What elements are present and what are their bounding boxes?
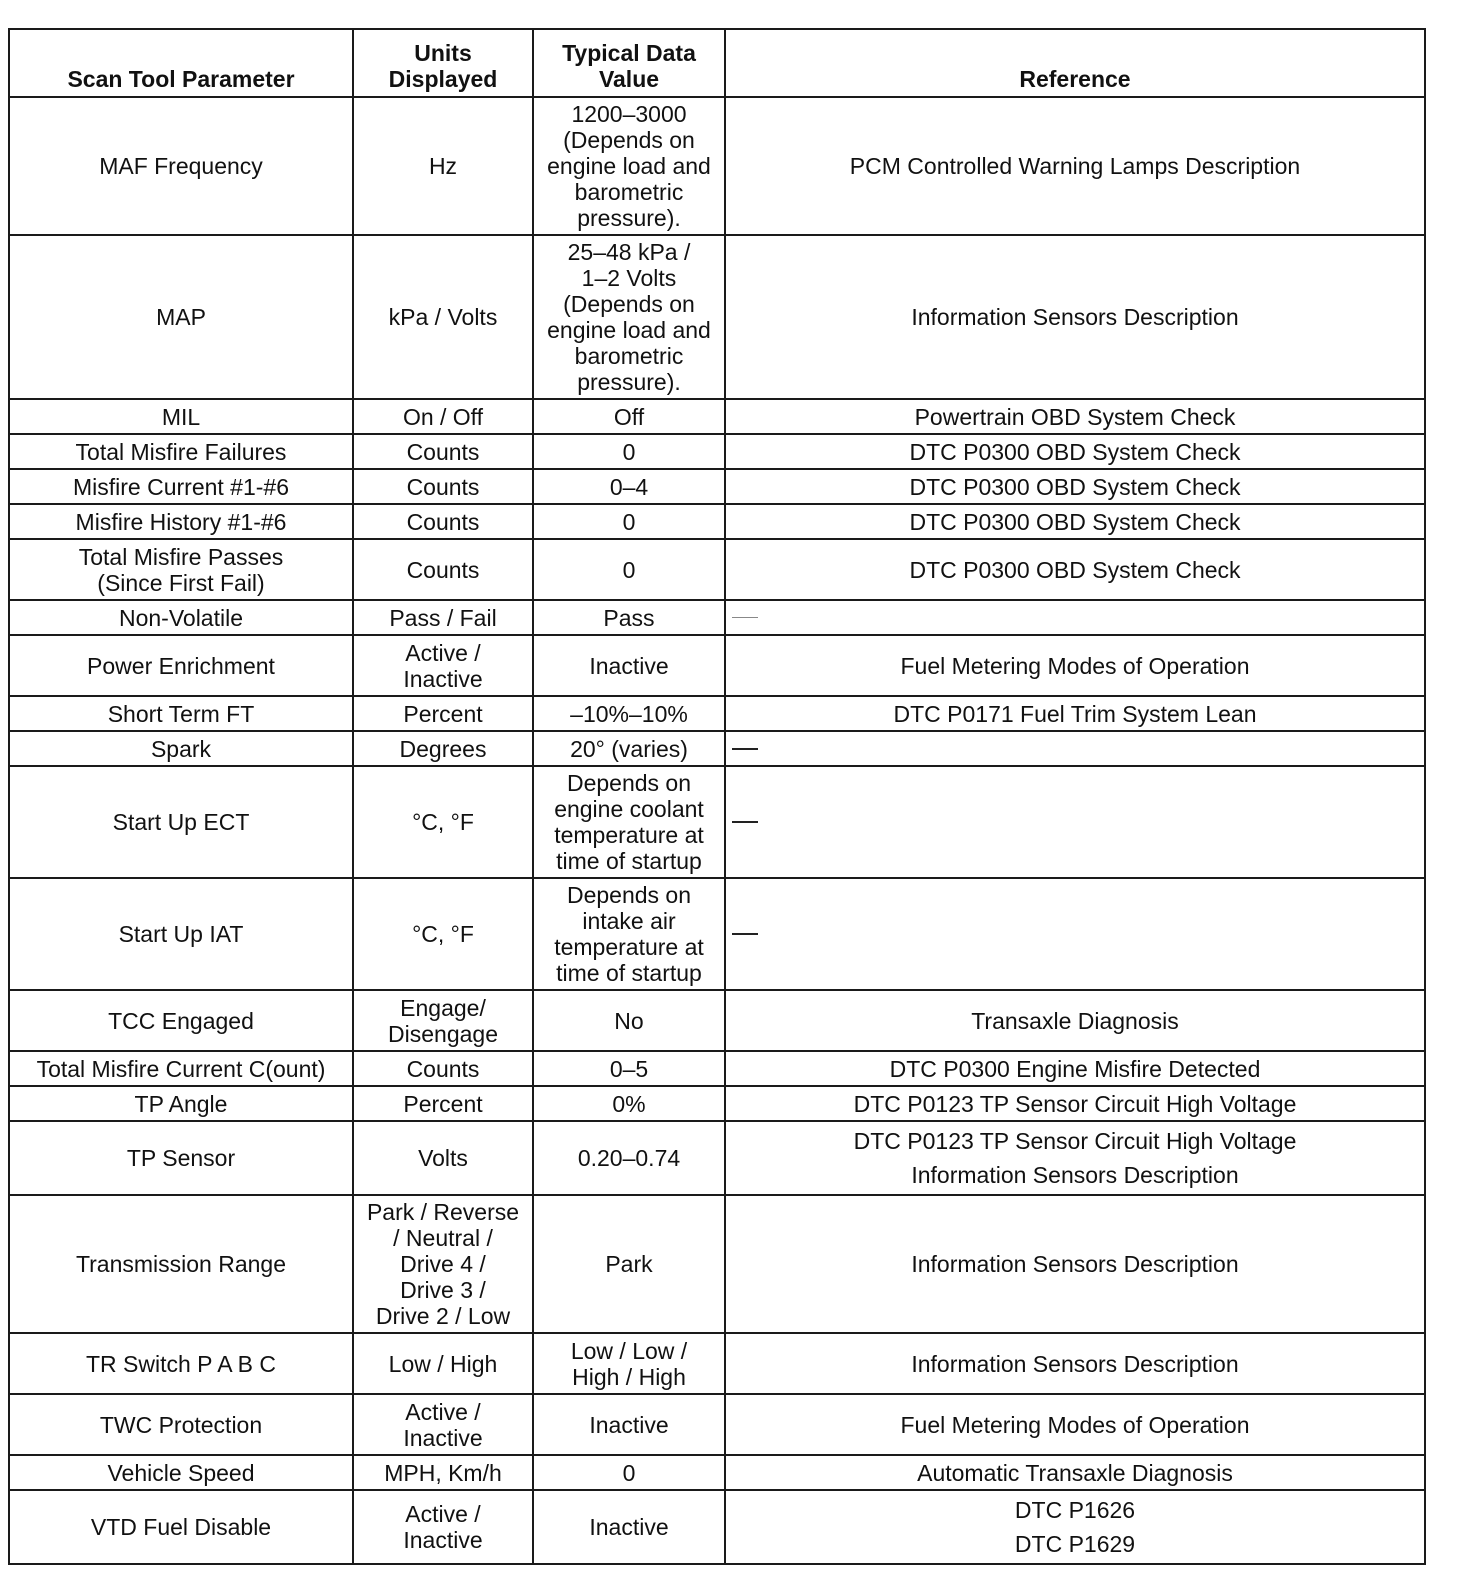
typical-value-cell-line: –10%–10%	[570, 700, 688, 727]
reference-cell	[725, 97, 1425, 235]
typical-value-cell	[533, 235, 725, 399]
units-cell-line: Counts	[406, 556, 480, 583]
reference-cell-line: Information Sensors Description	[911, 1162, 1239, 1188]
units-cell	[353, 434, 533, 469]
parameter-cell-line: Total Misfire Current C(ount)	[36, 1055, 326, 1082]
reference-cell	[725, 731, 1425, 766]
units-cell	[353, 1394, 533, 1455]
table-row	[9, 1051, 1425, 1086]
typical-value-cell	[533, 504, 725, 539]
typical-value-cell	[533, 600, 725, 635]
units-cell-line: Low / High	[388, 1350, 498, 1377]
units-cell-line: Active /	[405, 1398, 481, 1425]
em-dash-icon	[732, 748, 758, 750]
header-units-line: Units	[414, 40, 472, 66]
reference-cell	[725, 1394, 1425, 1455]
units-cell-line: On / Off	[402, 403, 484, 430]
parameter-cell-line: Short Term FT	[107, 700, 255, 727]
reference-cell	[725, 696, 1425, 731]
parameter-cell-line: Vehicle Speed	[107, 1459, 255, 1486]
units-cell	[353, 1121, 533, 1195]
typical-value-cell	[533, 635, 725, 696]
units-cell-line: Park / Reverse	[366, 1199, 520, 1225]
header-typical-line: Typical Data	[562, 40, 696, 66]
parameter-cell	[9, 399, 353, 434]
reference-cell	[725, 1051, 1425, 1086]
typical-value-cell	[533, 1195, 725, 1333]
table-row	[9, 504, 1425, 539]
units-cell-line: Inactive	[403, 1424, 483, 1451]
units-cell-line: Active /	[405, 1501, 481, 1527]
typical-value-cell-line: 0	[622, 438, 636, 465]
typical-value-cell-line: temperature at	[554, 822, 704, 848]
units-cell-line: Counts	[406, 1055, 480, 1082]
table-row	[9, 1333, 1425, 1394]
units-cell-line: Volts	[418, 1145, 468, 1171]
units-cell-line: Drive 2 / Low	[375, 1303, 511, 1329]
parameter-cell-line: Start Up ECT	[112, 809, 250, 835]
reference-cell	[725, 1455, 1425, 1490]
reference-cell	[725, 635, 1425, 696]
em-dash-icon	[732, 933, 758, 935]
table-row	[9, 434, 1425, 469]
table-row	[9, 696, 1425, 731]
reference-cell-line: Powertrain OBD System Check	[914, 403, 1236, 430]
units-cell-line: Pass / Fail	[389, 604, 497, 631]
parameter-cell	[9, 766, 353, 878]
typical-value-cell-line: time of startup	[556, 960, 702, 986]
units-cell-line: / Neutral /	[393, 1225, 493, 1251]
typical-value-cell-line: Pass	[603, 604, 655, 631]
reference-cell-line: Information Sensors Description	[911, 1350, 1239, 1377]
parameter-cell-line: TP Sensor	[126, 1145, 236, 1171]
reference-cell-line: DTC P0300 OBD System Check	[909, 473, 1241, 500]
parameter-cell-line: Spark	[150, 735, 212, 762]
header-reference-label: Reference	[1019, 66, 1131, 92]
typical-value-cell	[533, 766, 725, 878]
typical-value-cell	[533, 990, 725, 1051]
reference-cell	[725, 1333, 1425, 1394]
parameter-cell	[9, 97, 353, 235]
parameter-cell-line: TWC Protection	[99, 1411, 263, 1438]
em-dash-icon	[732, 617, 758, 618]
typical-value-cell-line: Depends on	[566, 770, 692, 796]
reference-cell	[725, 1195, 1425, 1333]
parameter-cell-line: MAP	[156, 304, 206, 330]
parameter-cell-line: Misfire Current #1-#6	[72, 473, 290, 500]
typical-value-cell-line: Low / Low /	[570, 1337, 688, 1364]
table-row	[9, 469, 1425, 504]
reference-cell	[725, 399, 1425, 434]
units-cell	[353, 1086, 533, 1121]
table-row	[9, 600, 1425, 635]
parameter-cell-line: Power Enrichment	[87, 652, 275, 679]
parameter-cell	[9, 469, 353, 504]
typical-value-cell-line: 0	[622, 556, 636, 583]
typical-value-cell-line: 20° (varies)	[570, 735, 688, 762]
parameter-cell-line: Transmission Range	[75, 1251, 287, 1277]
units-cell-line: Percent	[403, 700, 483, 727]
units-cell	[353, 766, 533, 878]
reference-cell-line: DTC P0171 Fuel Trim System Lean	[893, 700, 1257, 727]
typical-value-cell	[533, 1051, 725, 1086]
reference-cell	[725, 990, 1425, 1051]
reference-cell-line: Fuel Metering Modes of Operation	[900, 652, 1250, 679]
typical-value-cell-line: pressure).	[577, 369, 681, 395]
units-cell-line: Counts	[406, 438, 480, 465]
typical-value-cell	[533, 1333, 725, 1394]
reference-cell	[725, 1490, 1425, 1564]
units-cell	[353, 990, 533, 1051]
parameter-cell	[9, 1121, 353, 1195]
reference-cell-line: Information Sensors Description	[911, 1251, 1239, 1277]
parameter-cell	[9, 1394, 353, 1455]
parameter-cell-line: Total Misfire Failures	[75, 438, 287, 465]
units-cell	[353, 469, 533, 504]
parameter-cell	[9, 539, 353, 600]
parameter-cell	[9, 600, 353, 635]
reference-cell-line: DTC P0300 OBD System Check	[909, 556, 1241, 583]
reference-cell	[725, 434, 1425, 469]
typical-value-cell-line: 0–4	[609, 473, 649, 500]
units-cell-line: Inactive	[403, 1527, 483, 1553]
header-scan-tool-parameter-label: Scan Tool Parameter	[67, 66, 295, 92]
table-row	[9, 235, 1425, 399]
parameter-cell	[9, 1051, 353, 1086]
parameter-cell-line: (Since First Fail)	[97, 569, 265, 596]
reference-cell	[725, 1121, 1425, 1195]
typical-value-cell	[533, 399, 725, 434]
parameter-cell	[9, 434, 353, 469]
typical-value-cell	[533, 1490, 725, 1564]
typical-value-cell-line: Off	[613, 403, 645, 430]
units-cell	[353, 696, 533, 731]
reference-cell-line: Information Sensors Description	[911, 304, 1239, 330]
units-cell-line: Drive 3 /	[400, 1277, 486, 1303]
typical-value-cell-line: 1–2 Volts	[581, 265, 677, 291]
reference-cell	[725, 235, 1425, 399]
units-cell-line: °C, °F	[412, 809, 474, 835]
reference-cell	[725, 766, 1425, 878]
typical-value-cell	[533, 731, 725, 766]
parameter-cell-line: TP Angle	[134, 1090, 228, 1117]
parameter-cell	[9, 878, 353, 990]
reference-cell	[725, 1086, 1425, 1121]
parameter-cell	[9, 696, 353, 731]
units-cell	[353, 1490, 533, 1564]
typical-value-cell-line: intake air	[582, 908, 676, 934]
typical-value-cell-line: 0%	[612, 1090, 646, 1117]
units-cell	[353, 504, 533, 539]
units-cell	[353, 1051, 533, 1086]
typical-value-cell-line: 0.20–0.74	[577, 1145, 681, 1171]
header-typical-line: Value	[598, 66, 660, 92]
typical-value-cell-line: Park	[605, 1251, 653, 1277]
typical-value-cell	[533, 1086, 725, 1121]
table-row	[9, 539, 1425, 600]
parameter-cell	[9, 1490, 353, 1564]
typical-value-cell-line: 0	[622, 508, 636, 535]
parameter-cell-line: Misfire History #1-#6	[75, 508, 287, 535]
parameter-cell-line: Start Up IAT	[118, 921, 244, 947]
units-cell-line: °C, °F	[412, 921, 474, 947]
parameter-cell	[9, 635, 353, 696]
table-row	[9, 399, 1425, 434]
parameter-cell	[9, 1333, 353, 1394]
reference-cell-line: Fuel Metering Modes of Operation	[900, 1411, 1250, 1438]
header-typical-data-value	[533, 29, 725, 97]
typical-value-cell-line: Depends on	[566, 882, 692, 908]
units-cell-line: Drive 4 /	[400, 1251, 486, 1277]
table-header-row	[9, 29, 1425, 97]
reference-cell	[725, 600, 1425, 635]
reference-cell-line: Transaxle Diagnosis	[971, 1007, 1179, 1034]
reference-cell	[725, 469, 1425, 504]
table-row	[9, 1455, 1425, 1490]
reference-cell-line: DTC P0300 OBD System Check	[909, 508, 1241, 535]
typical-value-cell-line: 0–5	[609, 1055, 649, 1082]
parameter-cell	[9, 1195, 353, 1333]
table-row	[9, 1490, 1425, 1564]
units-cell-line: Counts	[406, 473, 480, 500]
reference-cell-line: DTC P0300 Engine Misfire Detected	[889, 1055, 1261, 1082]
reference-cell	[725, 539, 1425, 600]
typical-value-cell	[533, 469, 725, 504]
reference-cell	[725, 878, 1425, 990]
parameter-cell	[9, 1455, 353, 1490]
table-row	[9, 635, 1425, 696]
typical-value-cell-line: 0	[622, 1459, 636, 1486]
units-cell-line: Counts	[406, 508, 480, 535]
header-scan-tool-parameter	[9, 29, 353, 97]
header-units-line: Displayed	[388, 66, 498, 92]
parameter-cell-line: Non-Volatile	[118, 604, 244, 631]
typical-value-cell-line: Inactive	[589, 1514, 669, 1540]
units-cell	[353, 635, 533, 696]
typical-value-cell	[533, 1121, 725, 1195]
typical-value-cell-line: Inactive	[589, 1411, 669, 1438]
table-row	[9, 1086, 1425, 1121]
reference-cell-line: PCM Controlled Warning Lamps Description	[849, 153, 1301, 179]
typical-value-cell-line: High / High	[572, 1363, 686, 1390]
parameter-cell-line: VTD Fuel Disable	[90, 1514, 272, 1540]
scan-tool-parameter-table	[8, 28, 1426, 1565]
typical-value-cell	[533, 696, 725, 731]
em-dash-icon	[732, 821, 758, 823]
table-row	[9, 1195, 1425, 1333]
reference-cell-line: DTC P0300 OBD System Check	[909, 438, 1241, 465]
reference-cell-line: DTC P0123 TP Sensor Circuit High Voltage	[853, 1128, 1297, 1154]
header-reference	[725, 29, 1425, 97]
units-cell	[353, 1455, 533, 1490]
parameter-cell	[9, 990, 353, 1051]
units-cell	[353, 399, 533, 434]
table-row	[9, 1394, 1425, 1455]
units-cell	[353, 1195, 533, 1333]
units-cell-line: Degrees	[399, 735, 487, 762]
units-cell-line: Percent	[403, 1090, 483, 1117]
typical-value-cell	[533, 434, 725, 469]
reference-cell-line: DTC P1626	[1014, 1497, 1136, 1523]
units-cell-line: Hz	[428, 153, 458, 179]
parameter-cell-line: MAF Frequency	[99, 153, 263, 179]
scan-tool-data-sheet	[8, 28, 1426, 1565]
table-body	[9, 97, 1425, 1564]
typical-value-cell	[533, 878, 725, 990]
parameter-cell	[9, 504, 353, 539]
typical-value-cell-line: 1200–3000	[571, 101, 687, 127]
typical-value-cell	[533, 97, 725, 235]
table-row	[9, 97, 1425, 235]
reference-cell-line: Automatic Transaxle Diagnosis	[917, 1459, 1233, 1486]
typical-value-cell-line: engine load and	[547, 317, 711, 343]
typical-value-cell-line: (Depends on	[563, 127, 695, 153]
typical-value-cell-line: temperature at	[554, 934, 704, 960]
units-cell	[353, 878, 533, 990]
units-cell-line: Inactive	[403, 665, 483, 692]
typical-value-cell	[533, 539, 725, 600]
reference-cell-line: DTC P1629	[1014, 1531, 1136, 1557]
table-row	[9, 878, 1425, 990]
table-row	[9, 990, 1425, 1051]
typical-value-cell-line: time of startup	[556, 848, 702, 874]
typical-value-cell-line: No	[614, 1007, 644, 1034]
reference-cell-line: DTC P0123 TP Sensor Circuit High Voltage	[853, 1090, 1297, 1117]
units-cell	[353, 97, 533, 235]
units-cell-line: MPH, Km/h	[384, 1459, 502, 1486]
typical-value-cell	[533, 1394, 725, 1455]
units-cell-line: Engage/	[400, 994, 486, 1021]
units-cell	[353, 235, 533, 399]
typical-value-cell-line: Inactive	[589, 652, 669, 679]
typical-value-cell-line: pressure).	[577, 205, 681, 231]
units-cell-line: kPa / Volts	[388, 304, 498, 330]
units-cell-line: Active /	[405, 639, 481, 666]
typical-value-cell-line: barometric	[574, 343, 684, 369]
units-cell	[353, 600, 533, 635]
parameter-cell-line: Total Misfire Passes	[78, 543, 284, 570]
units-cell	[353, 731, 533, 766]
parameter-cell-line: TR Switch P A B C	[85, 1350, 277, 1377]
parameter-cell	[9, 731, 353, 766]
units-cell	[353, 539, 533, 600]
parameter-cell	[9, 1086, 353, 1121]
units-cell-line: Disengage	[388, 1020, 498, 1047]
units-cell	[353, 1333, 533, 1394]
parameter-cell-line: TCC Engaged	[108, 1007, 254, 1034]
reference-cell	[725, 504, 1425, 539]
parameter-cell	[9, 235, 353, 399]
typical-value-cell-line: 25–48 kPa /	[567, 239, 691, 265]
typical-value-cell-line: barometric	[574, 179, 684, 205]
typical-value-cell	[533, 1455, 725, 1490]
typical-value-cell-line: engine load and	[547, 153, 711, 179]
table-row	[9, 731, 1425, 766]
typical-value-cell-line: (Depends on	[563, 291, 695, 317]
header-units-displayed	[353, 29, 533, 97]
table-row	[9, 766, 1425, 878]
parameter-cell-line: MIL	[161, 403, 201, 430]
table-row	[9, 1121, 1425, 1195]
typical-value-cell-line: engine coolant	[554, 796, 704, 822]
